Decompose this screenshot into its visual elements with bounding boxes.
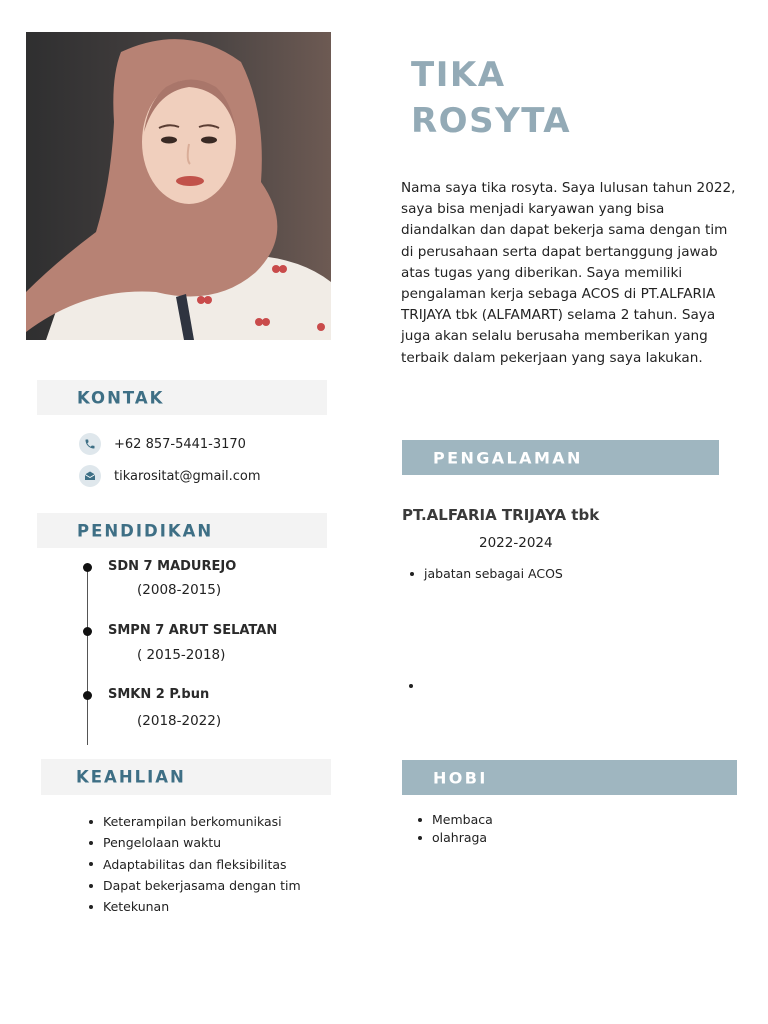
section-header-kontak (37, 380, 327, 415)
duty-list (410, 565, 563, 582)
name-first: TIKA (411, 55, 506, 95)
phone-icon (79, 433, 101, 455)
skill-list (89, 811, 301, 917)
section-header-keahlian (41, 759, 331, 795)
section-header-pengalaman (402, 440, 719, 475)
list-item: jabatan sebagai ACOS (410, 565, 563, 582)
kontak-heading: KONTAK (77, 388, 165, 407)
school-name: SMPN 7 ARUT SELATAN (108, 623, 278, 638)
school-name: SMKN 2 P.bun (108, 687, 210, 702)
hobi-heading: HOBI (433, 768, 488, 787)
list-item: Adaptabilitas dan fleksibilitas (89, 854, 301, 875)
company-name: PT.ALFARIA TRIJAYA tbk (402, 506, 600, 524)
phone-number: +62 857-5441-3170 (114, 436, 246, 452)
email-address: tikarositat@gmail.com (114, 468, 261, 484)
list-item: Dapat bekerjasama dengan tim (89, 875, 301, 896)
school-years: (2008-2015) (137, 582, 222, 598)
profile-summary: Nama saya tika rosyta. Saya lulusan tahun 2022, saya bisa menjadi karyawan yang bisa diandalkan dan dapat bekerja sama dengan tim di perusahaan serta dapat bertanggung jawab atas tugas yang diberikan. Saya memiliki pengalaman kerja sebaga ACOS di PT.ALFARIA TRIJAYA tbk (ALFAMART) selama 2 tahun. Saya juga akan selalu berusaha memberikan yang terbaik dalam pekerjaan yang saya lakukan. (401, 180, 736, 366)
contact-email (79, 465, 261, 487)
list-item: olahraga (418, 829, 493, 847)
work-period: 2022-2024 (479, 535, 553, 551)
pengalaman-heading: PENGALAMAN (433, 448, 583, 467)
mail-icon (79, 465, 101, 487)
list-item: Keterampilan berkomunikasi (89, 811, 301, 832)
hobby-list (418, 811, 493, 847)
school-name: SDN 7 MADUREJO (108, 559, 237, 574)
keahlian-heading: KEAHLIAN (76, 767, 186, 787)
profile-photo (26, 32, 331, 340)
school-years: (2018-2022) (137, 713, 222, 729)
name-last: ROSYTA (411, 101, 572, 141)
contact-phone (79, 433, 246, 455)
pendidikan-heading: PENDIDIKAN (77, 521, 214, 540)
list-item: Ketekunan (89, 896, 301, 917)
section-header-pendidikan (37, 513, 327, 548)
education-timeline (87, 567, 88, 745)
timeline-dot (83, 691, 92, 700)
section-header-hobi (402, 760, 737, 795)
list-item: Membaca (418, 811, 493, 829)
school-years: ( 2015-2018) (137, 647, 226, 663)
list-item: Pengelolaan waktu (89, 832, 301, 853)
name-heading (411, 52, 571, 144)
timeline-dot (83, 627, 92, 636)
bullet-dot (409, 684, 413, 688)
timeline-dot (83, 563, 92, 572)
